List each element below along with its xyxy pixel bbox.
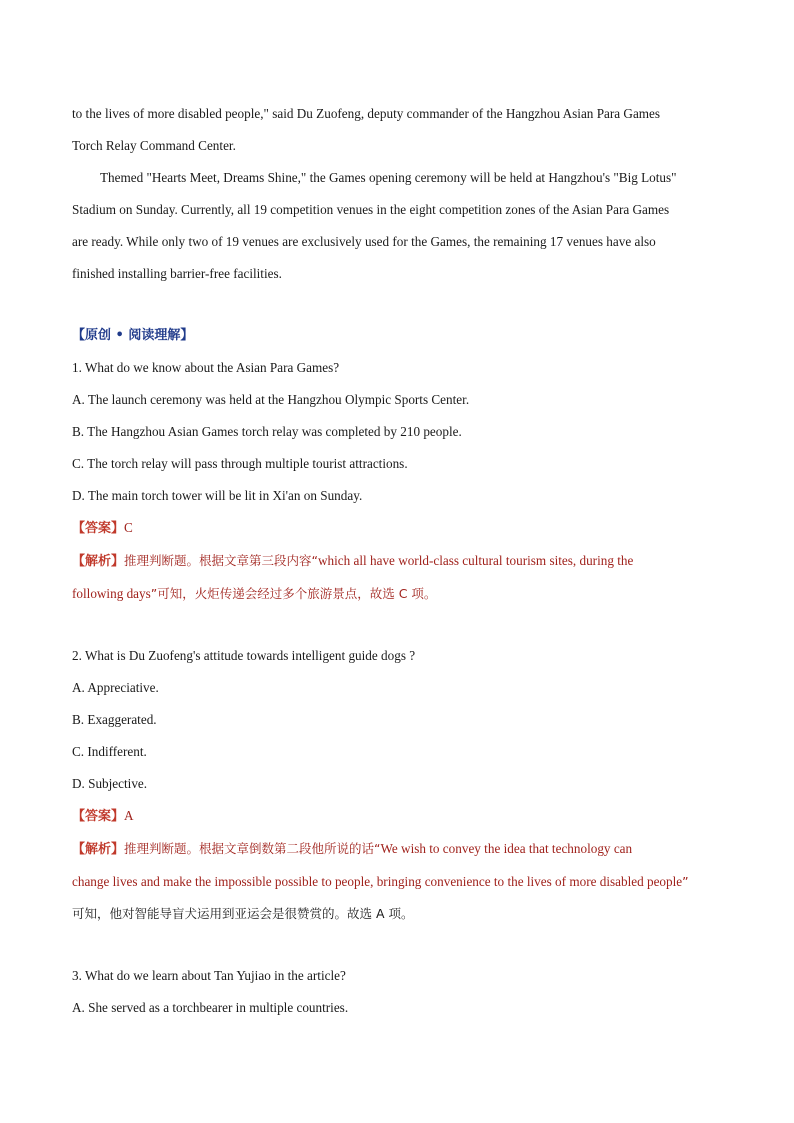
analysis-text-cn: ”可知，火炬传递会经过多个旅游景点，故选 C 项。 [150,586,437,601]
question-2-analysis-line2 [72,866,722,898]
answer-value: C [124,520,133,535]
section-heading: 【原创 • 阅读理解】 [72,328,194,343]
passage-p1-line2: Torch Relay Command Center. [72,138,236,153]
question-1-option-a: A. The launch ceremony was held at the Hangzhou Olympic Sports Center. [72,392,470,407]
answer-value: A [124,808,134,823]
question-1-analysis-line2 [72,578,722,610]
question-1-option-d: D. The main torch tower will be lit in Xi'an on Sunday. [72,488,363,503]
question-3-option-a: A. She served as a torchbearer in multiple countries. [72,1000,349,1015]
analysis-text-en: which all have world-class cultural tourism sites, during the [318,553,634,568]
analysis-text-cn: 推理判断题。根据文章第三段内容“ [124,553,318,568]
passage-p2-line4: finished installing barrier-free facilities. [72,266,282,281]
answer-label: 【答案】 [72,809,125,824]
question-1-option-b: B. The Hangzhou Asian Games torch relay was completed by 210 people. [72,424,462,439]
passage-p2-line3: are ready. While only two of 19 venues are exclusively used for the Games, the remaining 17 venues have also [72,234,656,249]
question-2-analysis-line3: 可知，他对智能导盲犬运用到亚运会是很赞赏的。故选 A 项。 [72,906,414,921]
question-2-option-c: C. Indifferent. [72,744,147,759]
question-2-option-a: A. Appreciative. [72,680,159,695]
analysis-text-en: change lives and make the impossible possible to people, bringing convenience to the lives of more disabled people [72,874,683,889]
question-2-answer [72,800,722,833]
analysis-label: 【解析】 [72,554,125,569]
question-1-stem: 1. What do we know about the Asian Para Games? [72,360,340,375]
passage-p1-line1: to the lives of more disabled people," said Du Zuofeng, deputy commander of the Hangzhou Asian Para Games [72,106,661,121]
question-2-stem: 2. What is Du Zuofeng's attitude towards intelligent guide dogs ? [72,648,416,663]
passage-p2-line2: Stadium on Sunday. Currently, all 19 competition venues in the eight competition zones of the Asian Para Games [72,202,670,217]
analysis-text-cn: ” [682,874,689,889]
question-1-analysis-line1 [72,545,722,578]
analysis-label: 【解析】 [72,842,125,857]
analysis-text-en: following days [72,586,151,601]
question-1-answer [72,512,722,545]
spacer [72,290,722,320]
analysis-text-cn: 推理判断题。根据文章倒数第二段他所说的话“ [124,841,381,856]
passage-p2-line1: Themed "Hearts Meet, Dreams Shine," the Games opening ceremony will be held at Hangzhou's "Big Lotus" [100,170,677,185]
document-content [72,98,722,1024]
answer-label: 【答案】 [72,521,125,536]
analysis-text-en: We wish to convey the idea that technology can [380,841,633,856]
question-3-stem: 3. What do we learn about Tan Yujiao in the article? [72,968,346,983]
question-2-option-d: D. Subjective. [72,776,148,791]
question-2-option-b: B. Exaggerated. [72,712,157,727]
spacer [72,930,722,960]
question-1-option-c: C. The torch relay will pass through multiple tourist attractions. [72,456,408,471]
question-2-analysis-line1 [72,833,722,866]
spacer [72,610,722,640]
